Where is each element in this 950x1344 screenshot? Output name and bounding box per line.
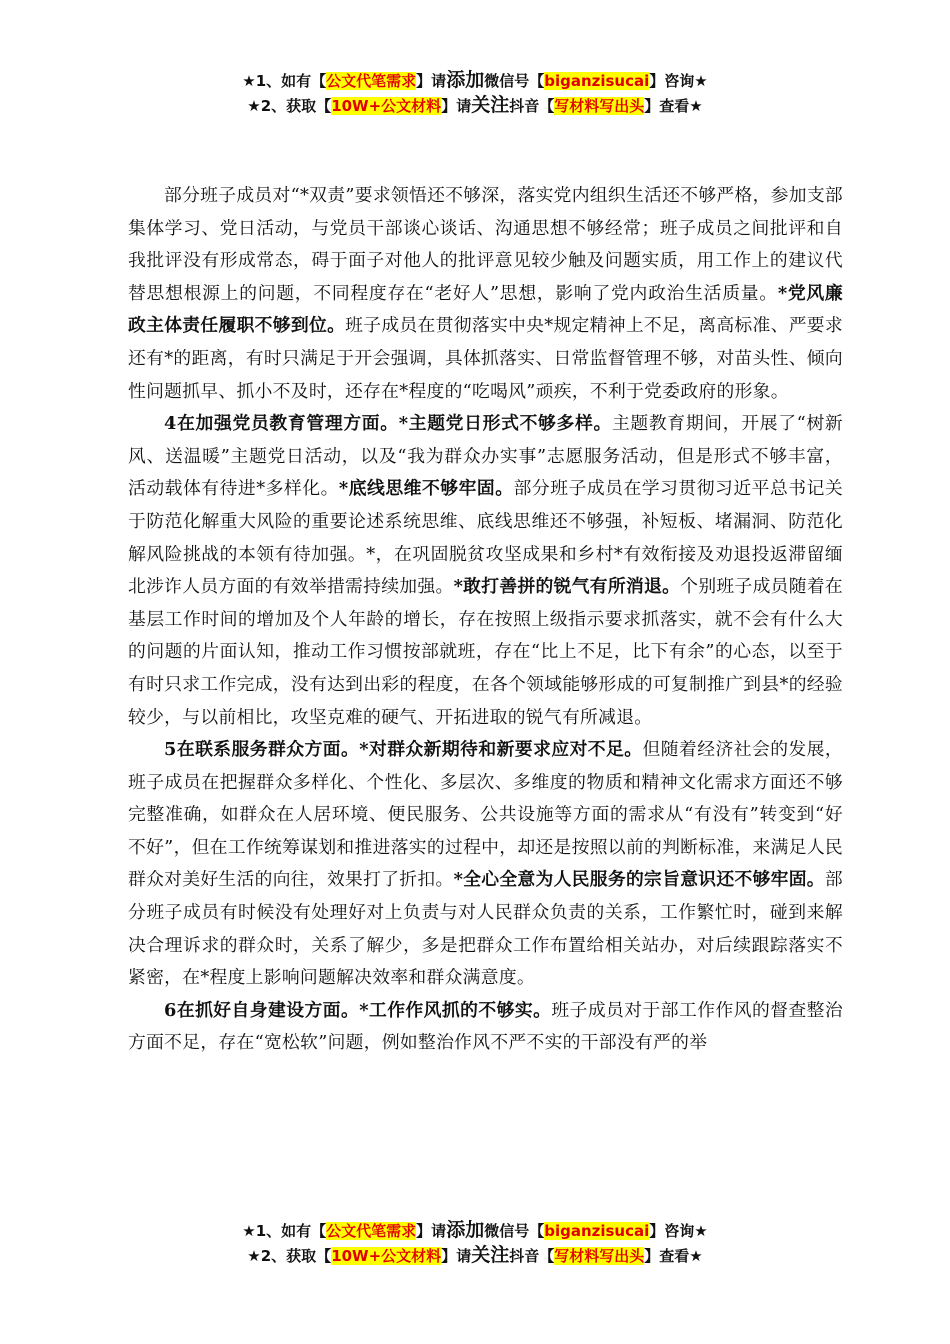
body-text: 个别班子成员随着在基层工作时间的增加及个人年龄的增长，存在按照上级指示要求抓落实，就不会有什么大的问题的片面认知，推动工作习惯按部就班，存在“比上不足，比下有余”的心态，以至于有时只求工作完成，没有达到出彩的程度，在各个领域能够形成的可复制推广到县*的经验较少，与以前相比，攻坚克难的硬气、开拓进取的锐气有所减退。 [128, 576, 844, 728]
bold-heading: 6在抓好自身建设方面。*工作作风抓的不够实。 [164, 999, 552, 1021]
highlight-tag: 公文代笔需求 [326, 72, 417, 90]
bold-heading: *党风廉政主体责任履职不够到位。 [128, 282, 844, 337]
banner-text: ★1、如有【 [242, 72, 327, 90]
body-text: 班子成员对于部工作作风的督查整治方面不足，存在“宽松软”问题，例如整治作风不严不实的干部没有严的举 [128, 999, 843, 1054]
banner-line-2 [0, 93, 950, 118]
paragraph [128, 180, 843, 408]
emphasis-text: 关注 [471, 94, 510, 116]
paragraph [128, 995, 843, 1060]
body-text: 部分班子成员对“*双责”要求领悟还不够深，落实党内组织生活还不够严格，参加支部集体学习、党日活动，与党员干部谈心谈话、沟通思想不够经常；班子成员之间批评和自我批评没有形成常态，碍于面子对他人的批评意见较少触及问题实质，用工作上的建议代替思想根源上的问题，不同程度存在“老好人”思想，影响了党内政治生活质量。 [128, 185, 843, 304]
highlight-tag: 10W+公文材料 [331, 97, 442, 115]
wechat-id: biganzisucai [544, 1222, 650, 1240]
emphasis-text: 添加 [446, 1219, 485, 1241]
footer-banner [0, 1218, 950, 1268]
bold-heading: 4在加强党员教育管理方面。*主题党日形式不够多样。 [164, 413, 612, 435]
emphasis-text: 添加 [446, 69, 485, 91]
banner-text: 】请 [416, 72, 447, 90]
douyin-id: 写材料写出头 [554, 97, 645, 115]
banner-line-2 [0, 1243, 950, 1268]
wechat-id: biganzisucai [544, 72, 650, 90]
body-text: 但随着经济社会的发展，班子成员在把握群众多样化、个性化、多层次、多维度的物质和精神文化需求方面还不够完整准确，如群众在人居环境、便民服务、公共设施等方面的需求从“有没有”转变到“好不好”，但在工作统筹谋划和推进落实的过程中，却还是按照以前的判断标准，来满足人民群众对美好生活的向往，效果打了折扣。 [128, 739, 843, 891]
bold-heading: *底线思维不够牢固。 [338, 478, 514, 500]
body-text: 部分班子成员有时候没有处理好对上负责与对人民群众负责的关系，工作繁忙时，碰到来解决合理诉求的群众时，关系了解少，多是把群众工作布置给相关站办，对后续跟踪落实不紧密，在*程度上影响问题解决效率和群众满意度。 [128, 869, 843, 989]
douyin-id: 写材料写出头 [554, 1247, 645, 1265]
banner-line-1 [0, 1218, 950, 1243]
header-banner [0, 68, 950, 118]
body-text: 班子成员在贯彻落实中央*规定精神上不足，离高标准、严要求还有*的距离，有时只满足于开会强调，具体抓落实、日常监督管理不够，对苗头性、倾向性问题抓早、抓小不及时，还存在*程度的“吃喝风”顽疾，不利于党委政府的形象。 [128, 315, 843, 402]
bold-heading: *全心全意为人民服务的宗旨意识还不够牢固。 [453, 869, 825, 891]
banner-text: 】请 [416, 1222, 447, 1240]
banner-text: 】咨询★ [649, 1222, 708, 1240]
banner-text: 】查看★ [644, 1247, 703, 1265]
paragraph [128, 734, 843, 995]
banner-text: 微信号【 [484, 72, 545, 90]
banner-text: ★2、获取【 [247, 1247, 332, 1265]
banner-text: ★1、如有【 [242, 1222, 327, 1240]
banner-text: 】请 [441, 1247, 472, 1265]
banner-text: 】查看★ [644, 97, 703, 115]
banner-text: 】请 [441, 97, 472, 115]
banner-text: 】咨询★ [649, 72, 708, 90]
body-text: 主题教育期间，开展了“树新风、送温暖”主题党日活动，以及“我为群众办实事”志愿服务活动，但是形式不够丰富，活动载体有待进*多样化。 [128, 413, 844, 500]
bold-heading: 5在联系服务群众方面。*对群众新期待和新要求应对不足。 [164, 739, 643, 761]
banner-line-1 [0, 68, 950, 93]
document-body [128, 180, 843, 1060]
banner-text: 微信号【 [484, 1222, 545, 1240]
banner-text: ★2、获取【 [247, 97, 332, 115]
emphasis-text: 关注 [471, 1244, 510, 1266]
paragraph [128, 408, 843, 734]
banner-text: 抖音【 [509, 97, 555, 115]
body-text: 部分班子成员在学习贯彻习近平总书记关于防范化解重大风险的重要论述系统思维、底线思维还不够强，补短板、堵漏洞、防范化解风险挑战的本领有待加强。*，在巩固脱贫攻坚成果和乡村*有效衔接及劝退投返滞留缅北涉诈人员方面的有效举措需持续加强。 [128, 478, 843, 598]
banner-text: 抖音【 [509, 1247, 555, 1265]
highlight-tag: 10W+公文材料 [331, 1247, 442, 1265]
highlight-tag: 公文代笔需求 [326, 1222, 417, 1240]
bold-heading: *敢打善拼的锐气有所消退。 [453, 576, 681, 598]
